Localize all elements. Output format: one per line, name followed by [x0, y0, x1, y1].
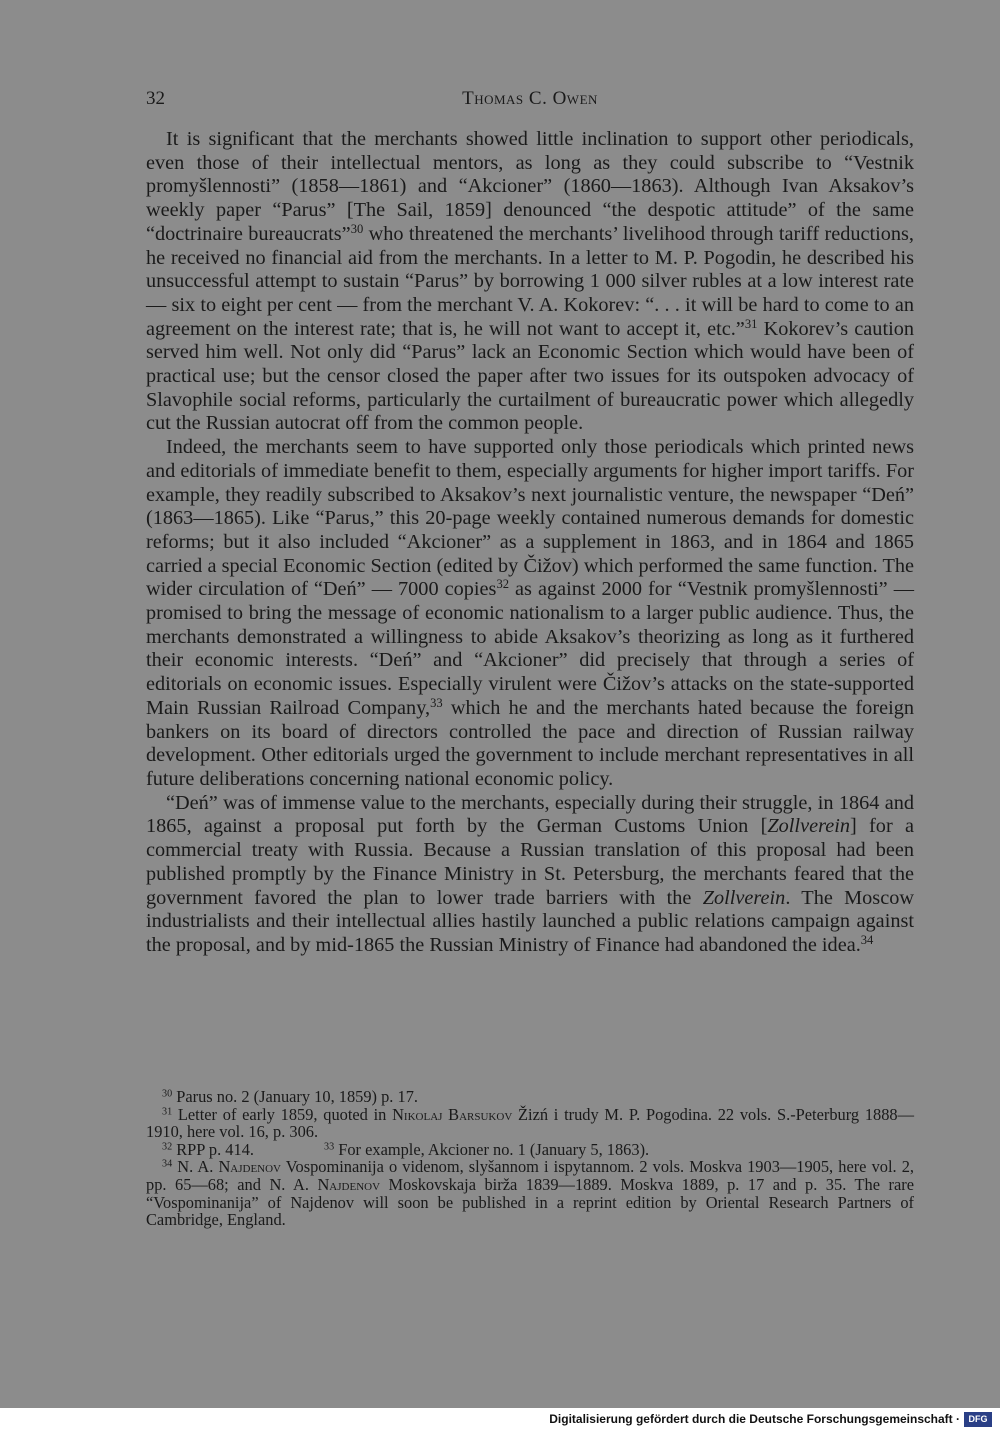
- digitization-footer: [0, 1408, 1000, 1431]
- footnote-ref: 30: [350, 221, 364, 236]
- footnote: $^{34}$ N. A. Najdenov Vospominanija o videnom, slyšannom i ispytannom. 2 vols. Moskva 1903—1905, here vol. 2, pp. 65—68; and N. A. Najdenov Moskovskaja birža 1839—1889. Moskva 1889, p. 17 and p. 35. The rare “Vospominanija” of Najdenov will soon be published in a reprint edition by Oriental Research Partners of Cambridge, England.: [146, 1157, 915, 1230]
- footnote-ref: 31: [744, 316, 758, 331]
- footnote: $^{30}$ Parus no. 2 (January 10, 1859) p. 17.: [162, 1087, 418, 1106]
- author-name: Najdenov: [218, 1157, 281, 1177]
- author-name: Nikolaj Barsukov: [392, 1104, 513, 1124]
- footnote-number: 33: [323, 1141, 335, 1153]
- page-header: [146, 88, 914, 114]
- paragraph: It is significant that the merchants showed little inclination to support other periodicals, even those of their intellectual mentors, as long as they could subscribe to “Vestnik promyšlennosti” (1858—1861) and “Akcioner” (1860—1863). Although Ivan Aksakov’s weekly paper “Parus” [The Sail, 1859] denounced “the despotic attitude” of the same “doctrinaire bureaucrats”$^{30}$ who threatened the merchants’ livelihood through tariff reductions, he received no financial aid from the merchants. In a letter to M. P. Pogodin, he described his unsuccessful attempt to sustain “Parus” by borrowing 1 000 silver rubles at a low interest rate — six to eight per cent — from the merchant V. A. Kokorev: “. . . it will be hard to come to an agreement on the interest rate; that is, he will not want to accept it, etc.”$^{31}$ Kokorev’s caution served him well. Not only did “Parus” lack an Economic Section which would have been of practical use; but the censor closed the paper after two issues for its outspoken advocacy of Slavophile social reforms, particularly the curtailment of bureaucratic power which allegedly cut the Russian autocrat off from the common people.: [146, 128, 914, 435]
- footnote-number: 32: [162, 1141, 173, 1153]
- running-head: Thomas C. Owen: [462, 88, 598, 109]
- body-text: [146, 128, 914, 958]
- paragraph: Indeed, the merchants seem to have supported only those periodicals which printed news and editorials of immediate benefit to them, especially arguments for higher import tariffs. For example, they readily subscribed to Aksakov’s next journalistic venture, the newspaper “Deń” (1863—1865). Like “Parus,” this 20-page weekly contained numerous demands for domestic reforms; but it also included “Akcioner” as a supplement in 1863, and in 1864 and 1865 carried a special Economic Section (edited by Čižov) which performed the same function. The wider circulation of “Deń” — 7000 copies$^{32}$ as against 2000 for “Vestnik promyšlennosti” — promised to bring the message of economic nationalism to a larger public audience. Thus, the merchants demonstrated a willingness to abide Aksakov’s theorizing as long as it furthered their economic interests. “Deń” and “Akcioner” did precisely that through a series of editorials on economic issues. Especially virulent were Čižov’s attacks on the state-supported Main Russian Railroad Company,$^{33}$ which he and the merchants hated because the foreign bankers on its board of directors controlled the pace and direction of Russian railway development. Other editorials urged the government to include merchant representatives in all future deliberations concerning national economic policy.: [146, 436, 914, 790]
- footnote: $^{32}$ RPP p. 414. $^{33}$ For example, Akcioner no. 1 (January 5, 1863).: [162, 1139, 650, 1159]
- dfg-logo-icon: DFG: [964, 1412, 992, 1427]
- paragraph: “Deń” was of immense value to the merchants, especially during their struggle, in 1864 and 1865, against a proposal put forth by the German Customs Union [Zollverein] for a commercial treaty with Russia. Because a Russian translation of this proposal had been published promptly by the Finance Ministry in St. Petersburg, the merchants feared that the government favored the plan to lower trade barriers with the Zollverein. The Moscow industrialists and their intellectual allies hastily launched a public relations campaign against the proposal, and by mid-1865 the Russian Ministry of Finance had abandoned the idea.$^{34}$: [146, 791, 914, 956]
- footnote-ref: 34: [860, 932, 874, 947]
- funding-notice: Digitalisierung gefördert durch die Deutsche Forschungsgemeinschaft ·: [549, 1412, 960, 1426]
- footnote-number: 31: [162, 1106, 173, 1118]
- footnotes: [146, 1088, 914, 1229]
- footnote-number: 34: [162, 1158, 173, 1170]
- footnote: $^{31}$ Letter of early 1859, quoted in Nikolaj Barsukov Žizń i trudy M. P. Pogodina. 22 vols. S.-Peterburg 1888—1910, here vol. 16, p. 306.: [146, 1104, 914, 1142]
- page-number: 32: [146, 88, 165, 109]
- footnote-number: 30: [162, 1088, 173, 1100]
- footnote-ref: 32: [496, 577, 510, 592]
- author-name: Najdenov: [317, 1174, 381, 1194]
- footnote-ref: 33: [430, 695, 443, 710]
